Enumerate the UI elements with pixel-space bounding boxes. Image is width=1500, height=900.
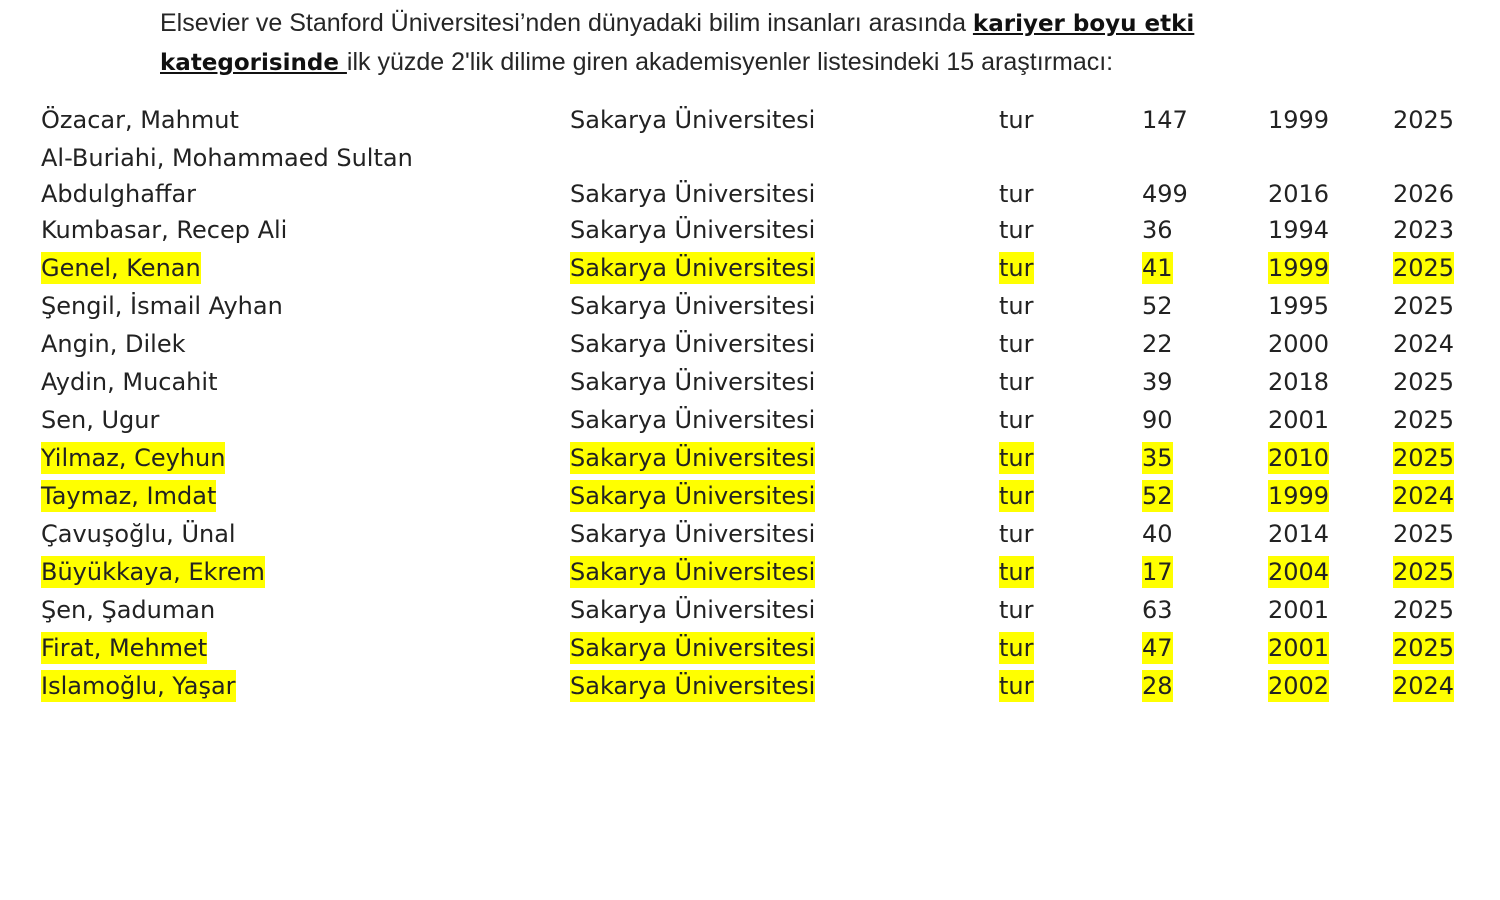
table-row bbox=[0, 325, 1500, 363]
country-code-text: tur bbox=[999, 634, 1034, 662]
country-code bbox=[999, 477, 1034, 515]
institution bbox=[570, 629, 815, 667]
value-2 bbox=[1268, 211, 1329, 249]
researcher-name bbox=[41, 139, 413, 175]
country-code bbox=[999, 363, 1034, 401]
value-3 bbox=[1393, 591, 1454, 629]
researcher-name bbox=[41, 477, 216, 515]
researcher-name-text: Büyükkaya, Ekrem bbox=[41, 558, 265, 586]
institution-text: Sakarya Üniversitesi bbox=[570, 330, 816, 358]
value-3-text: 2025 bbox=[1393, 520, 1455, 548]
value-1 bbox=[1142, 439, 1173, 477]
table-row bbox=[0, 629, 1500, 667]
institution bbox=[570, 439, 815, 477]
researcher-name bbox=[41, 175, 196, 211]
table-row bbox=[0, 101, 1500, 139]
researcher-name-text: Sen, Ugur bbox=[41, 406, 160, 434]
value-2-text: 2014 bbox=[1268, 520, 1330, 548]
value-1 bbox=[1142, 553, 1173, 591]
value-1-text: 47 bbox=[1142, 634, 1173, 662]
researcher-name bbox=[41, 553, 265, 591]
value-2 bbox=[1268, 101, 1329, 139]
value-3-text: 2025 bbox=[1393, 406, 1455, 434]
researcher-table bbox=[0, 101, 1500, 705]
value-1 bbox=[1142, 667, 1173, 705]
value-1 bbox=[1142, 477, 1173, 515]
institution bbox=[570, 667, 815, 705]
institution bbox=[570, 477, 815, 515]
researcher-name-text: Taymaz, Imdat bbox=[41, 482, 217, 510]
institution bbox=[570, 401, 815, 439]
value-2 bbox=[1268, 667, 1329, 705]
table-row bbox=[0, 401, 1500, 439]
institution bbox=[570, 325, 815, 363]
value-1 bbox=[1142, 629, 1173, 667]
institution bbox=[570, 363, 815, 401]
value-1 bbox=[1142, 211, 1173, 249]
value-2-text: 2001 bbox=[1268, 406, 1330, 434]
value-1 bbox=[1142, 515, 1173, 553]
value-3-text: 2025 bbox=[1393, 444, 1455, 472]
value-3-text: 2025 bbox=[1393, 596, 1455, 624]
institution-text: Sakarya Üniversitesi bbox=[570, 444, 816, 472]
value-2 bbox=[1268, 249, 1329, 287]
value-1 bbox=[1142, 287, 1173, 325]
country-code-text: tur bbox=[999, 180, 1034, 208]
value-1-text: 52 bbox=[1142, 482, 1173, 510]
table-row bbox=[0, 591, 1500, 629]
researcher-name-text: Firat, Mehmet bbox=[41, 634, 208, 662]
country-code-text: tur bbox=[999, 106, 1034, 134]
value-3-text: 2024 bbox=[1393, 672, 1455, 700]
value-3-text: 2025 bbox=[1393, 254, 1455, 282]
value-1-text: 35 bbox=[1142, 444, 1173, 472]
researcher-name bbox=[41, 287, 283, 325]
value-1-text: 63 bbox=[1142, 596, 1173, 624]
institution-text: Sakarya Üniversitesi bbox=[570, 216, 816, 244]
value-3 bbox=[1393, 553, 1454, 591]
country-code-text: tur bbox=[999, 520, 1034, 548]
value-2 bbox=[1268, 325, 1329, 363]
value-2-text: 1994 bbox=[1268, 216, 1330, 244]
value-1-text: 40 bbox=[1142, 520, 1173, 548]
value-1-text: 499 bbox=[1142, 180, 1188, 208]
value-1 bbox=[1142, 249, 1173, 287]
value-2 bbox=[1268, 553, 1329, 591]
value-2 bbox=[1268, 363, 1329, 401]
researcher-name bbox=[41, 211, 287, 249]
researcher-name-text: Genel, Kenan bbox=[41, 254, 201, 282]
value-1-text: 28 bbox=[1142, 672, 1173, 700]
institution bbox=[570, 175, 815, 211]
value-2-text: 2016 bbox=[1268, 180, 1330, 208]
institution bbox=[570, 249, 815, 287]
country-code-text: tur bbox=[999, 254, 1034, 282]
value-3 bbox=[1393, 287, 1454, 325]
value-1-text: 36 bbox=[1142, 216, 1173, 244]
value-2 bbox=[1268, 401, 1329, 439]
value-3 bbox=[1393, 515, 1454, 553]
institution bbox=[570, 591, 815, 629]
value-3 bbox=[1393, 629, 1454, 667]
value-1 bbox=[1142, 175, 1188, 211]
value-1 bbox=[1142, 591, 1173, 629]
institution-text: Sakarya Üniversitesi bbox=[570, 634, 816, 662]
researcher-name-text: Yilmaz, Ceyhun bbox=[41, 444, 226, 472]
value-3 bbox=[1393, 249, 1454, 287]
institution bbox=[570, 101, 815, 139]
value-1-text: 52 bbox=[1142, 292, 1173, 320]
value-1 bbox=[1142, 325, 1173, 363]
table-row-continuation bbox=[0, 175, 1500, 211]
value-2 bbox=[1268, 287, 1329, 325]
value-3-text: 2025 bbox=[1393, 634, 1455, 662]
country-code-text: tur bbox=[999, 216, 1034, 244]
country-code bbox=[999, 211, 1034, 249]
value-2-text: 2000 bbox=[1268, 330, 1330, 358]
researcher-name bbox=[41, 401, 159, 439]
researcher-name-text: Al-Buriahi, Mohammaed Sultan bbox=[41, 144, 413, 172]
country-code-text: tur bbox=[999, 558, 1034, 586]
value-2-text: 1995 bbox=[1268, 292, 1330, 320]
table-row bbox=[0, 667, 1500, 705]
value-3 bbox=[1393, 325, 1454, 363]
table-row bbox=[0, 439, 1500, 477]
value-3 bbox=[1393, 363, 1454, 401]
table-row bbox=[0, 363, 1500, 401]
value-3 bbox=[1393, 477, 1454, 515]
researcher-name-text: Abdulghaffar bbox=[41, 180, 197, 208]
country-code bbox=[999, 439, 1034, 477]
researcher-name bbox=[41, 363, 217, 401]
table-row bbox=[0, 139, 1500, 175]
value-3-text: 2025 bbox=[1393, 292, 1455, 320]
value-2 bbox=[1268, 439, 1329, 477]
researcher-name-text: Şengil, İsmail Ayhan bbox=[41, 292, 283, 320]
researcher-name-text: Angin, Dilek bbox=[41, 330, 186, 358]
value-2-text: 1999 bbox=[1268, 482, 1330, 510]
country-code bbox=[999, 175, 1034, 211]
table-row bbox=[0, 553, 1500, 591]
table-row bbox=[0, 211, 1500, 249]
value-1-text: 22 bbox=[1142, 330, 1173, 358]
country-code bbox=[999, 249, 1034, 287]
researcher-name bbox=[41, 439, 225, 477]
intro-paragraph bbox=[160, 4, 1340, 82]
researcher-name bbox=[41, 101, 239, 139]
value-2 bbox=[1268, 175, 1329, 211]
researcher-name bbox=[41, 667, 236, 705]
value-2 bbox=[1268, 477, 1329, 515]
value-2-text: 2001 bbox=[1268, 634, 1330, 662]
institution-text: Sakarya Üniversitesi bbox=[570, 106, 816, 134]
country-code bbox=[999, 325, 1034, 363]
country-code bbox=[999, 401, 1034, 439]
researcher-name bbox=[41, 249, 201, 287]
researcher-name bbox=[41, 515, 236, 553]
intro-emphasis: kariyer boyu etki kategorisinde bbox=[160, 11, 1195, 76]
country-code bbox=[999, 515, 1034, 553]
value-1-text: 39 bbox=[1142, 368, 1173, 396]
value-2-text: 2001 bbox=[1268, 596, 1330, 624]
institution-text: Sakarya Üniversitesi bbox=[570, 558, 816, 586]
country-code-text: tur bbox=[999, 482, 1034, 510]
country-code bbox=[999, 101, 1034, 139]
value-2 bbox=[1268, 515, 1329, 553]
value-2 bbox=[1268, 591, 1329, 629]
value-3-text: 2026 bbox=[1393, 180, 1455, 208]
researcher-name bbox=[41, 591, 215, 629]
institution-text: Sakarya Üniversitesi bbox=[570, 520, 816, 548]
table-row bbox=[0, 515, 1500, 553]
institution-text: Sakarya Üniversitesi bbox=[570, 292, 816, 320]
value-3 bbox=[1393, 401, 1454, 439]
value-2-text: 2018 bbox=[1268, 368, 1330, 396]
institution-text: Sakarya Üniversitesi bbox=[570, 406, 816, 434]
country-code-text: tur bbox=[999, 406, 1034, 434]
value-1-text: 147 bbox=[1142, 106, 1188, 134]
value-3 bbox=[1393, 101, 1454, 139]
country-code-text: tur bbox=[999, 292, 1034, 320]
institution-text: Sakarya Üniversitesi bbox=[570, 482, 816, 510]
researcher-name-text: Kumbasar, Recep Ali bbox=[41, 216, 288, 244]
value-2-text: 1999 bbox=[1268, 254, 1330, 282]
value-3-text: 2025 bbox=[1393, 106, 1455, 134]
institution bbox=[570, 287, 815, 325]
value-2 bbox=[1268, 629, 1329, 667]
value-2-text: 2002 bbox=[1268, 672, 1330, 700]
value-3-text: 2025 bbox=[1393, 368, 1455, 396]
institution-text: Sakarya Üniversitesi bbox=[570, 672, 816, 700]
value-1 bbox=[1142, 363, 1173, 401]
table-row bbox=[0, 287, 1500, 325]
value-2-text: 1999 bbox=[1268, 106, 1330, 134]
country-code bbox=[999, 667, 1034, 705]
intro-text-before: Elsevier ve Stanford Üniversitesi’nden dünyadaki bilim insanları arasında bbox=[160, 9, 973, 37]
researcher-name bbox=[41, 629, 207, 667]
institution-text: Sakarya Üniversitesi bbox=[570, 596, 816, 624]
country-code bbox=[999, 591, 1034, 629]
researcher-name-text: Aydin, Mucahit bbox=[41, 368, 218, 396]
researcher-name-text: Çavuşoğlu, Ünal bbox=[41, 520, 236, 548]
researcher-name-text: Özacar, Mahmut bbox=[41, 106, 239, 134]
country-code-text: tur bbox=[999, 672, 1034, 700]
country-code bbox=[999, 553, 1034, 591]
country-code-text: tur bbox=[999, 330, 1034, 358]
institution bbox=[570, 515, 815, 553]
researcher-name-text: Şen, Şaduman bbox=[41, 596, 216, 624]
country-code bbox=[999, 287, 1034, 325]
researcher-name bbox=[41, 325, 185, 363]
country-code bbox=[999, 629, 1034, 667]
value-1-text: 90 bbox=[1142, 406, 1173, 434]
country-code-text: tur bbox=[999, 368, 1034, 396]
institution-text: Sakarya Üniversitesi bbox=[570, 368, 816, 396]
institution-text: Sakarya Üniversitesi bbox=[570, 254, 816, 282]
table-row bbox=[0, 477, 1500, 515]
table-row bbox=[0, 249, 1500, 287]
value-3-text: 2024 bbox=[1393, 482, 1455, 510]
institution bbox=[570, 211, 815, 249]
researcher-name-text: Islamoğlu, Yaşar bbox=[41, 672, 236, 700]
value-3-text: 2023 bbox=[1393, 216, 1455, 244]
value-2-text: 2004 bbox=[1268, 558, 1330, 586]
value-1-text: 17 bbox=[1142, 558, 1173, 586]
value-3-text: 2024 bbox=[1393, 330, 1455, 358]
value-2-text: 2010 bbox=[1268, 444, 1330, 472]
value-1 bbox=[1142, 401, 1173, 439]
value-1-text: 41 bbox=[1142, 254, 1173, 282]
value-3 bbox=[1393, 667, 1454, 705]
country-code-text: tur bbox=[999, 444, 1034, 472]
institution-text: Sakarya Üniversitesi bbox=[570, 180, 816, 208]
intro-text-after: ilk yüzde 2'lik dilime giren akademisyenler listesindeki 15 araştırmacı: bbox=[346, 48, 1114, 76]
value-3 bbox=[1393, 211, 1454, 249]
institution bbox=[570, 553, 815, 591]
value-3 bbox=[1393, 439, 1454, 477]
value-1 bbox=[1142, 101, 1188, 139]
value-3 bbox=[1393, 175, 1454, 211]
country-code-text: tur bbox=[999, 596, 1034, 624]
value-3-text: 2025 bbox=[1393, 558, 1455, 586]
